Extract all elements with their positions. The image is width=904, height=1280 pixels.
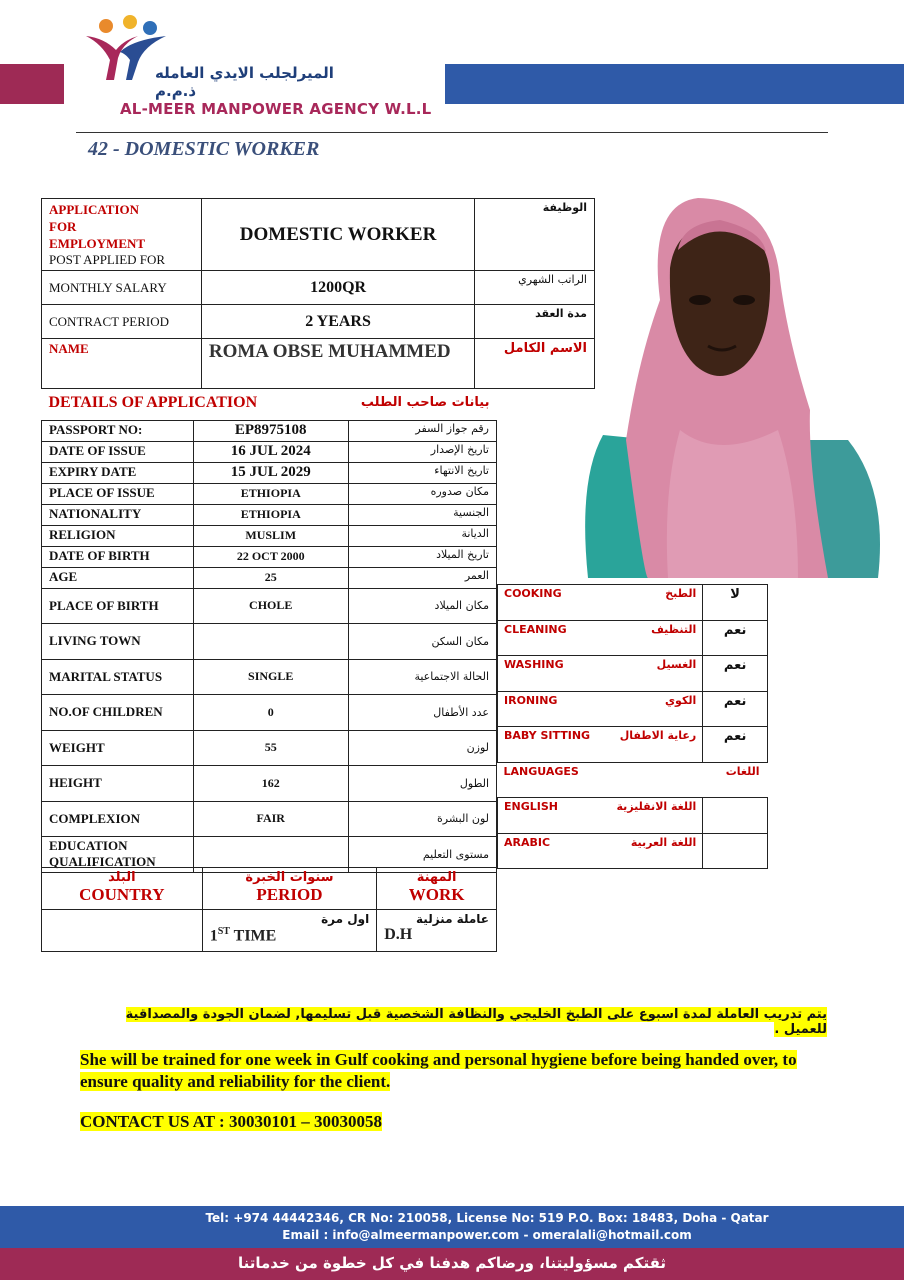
application-for-employment-label: APPLICATION FOR EMPLOYMENT (49, 202, 146, 251)
skill-label-arabic: رعاية الاطفال (619, 729, 697, 742)
table-row (498, 691, 768, 727)
contract-label: CONTRACT PERIOD (42, 305, 202, 339)
row-value (193, 624, 348, 660)
language-label-arabic: اللغة العربية (630, 835, 697, 849)
row-label-arabic: الحالة الاجتماعية (348, 659, 496, 695)
table-row (42, 730, 497, 766)
language-label: ENGLISH (504, 800, 558, 813)
languages-label-arabic: اللغات (725, 764, 760, 778)
row-label-arabic: لوزن (348, 730, 496, 766)
row-value: 0 (193, 695, 348, 731)
post-value: DOMESTIC WORKER (201, 199, 474, 271)
row-label: NO.OF CHILDREN (42, 695, 194, 731)
skills-table (497, 584, 768, 869)
row-label-arabic: لون البشرة (348, 801, 496, 837)
row-label: NATIONALITY (42, 504, 194, 525)
row-label-arabic: مكان صدوره (348, 483, 496, 504)
training-note-english: She will be trained for one week in Gulf cooking and personal hygiene before being handed over, to ensure quality and reliability for the client. (80, 1050, 797, 1091)
language-cell (498, 798, 703, 834)
row-label-arabic: العمر (348, 567, 496, 588)
application-summary-table (41, 198, 595, 389)
row-value: 15 JUL 2029 (193, 462, 348, 483)
skill-cell (498, 727, 703, 763)
skill-answer: نعم (703, 620, 768, 656)
language-label: ARABIC (504, 835, 551, 849)
table-row (42, 504, 497, 525)
work-header-english: WORK (408, 885, 465, 904)
table-row (498, 798, 768, 834)
table-row (42, 695, 497, 731)
row-label: WEIGHT (42, 730, 194, 766)
row-label: DATE OF BIRTH (42, 546, 194, 567)
row-label-arabic: تاريخ الانتهاء (348, 462, 496, 483)
skill-answer: نعم (703, 727, 768, 763)
footer-slogan-bar: ثقتكم مسؤوليتنا، ورضاكم هدفنا في كل خطوة من خدماتنا (0, 1248, 904, 1280)
skill-cell (498, 691, 703, 727)
table-row (42, 910, 497, 952)
table-row (42, 801, 497, 837)
skill-label: CLEANING (504, 622, 567, 636)
skill-label: WASHING (504, 658, 564, 671)
row-value: 16 JUL 2024 (193, 441, 348, 462)
work-header-arabic: المهنة (416, 870, 457, 885)
table-row (42, 525, 497, 546)
skill-cell (498, 656, 703, 692)
table-row (498, 585, 768, 621)
row-label: PASSPORT NO: (42, 420, 194, 441)
document-title: 42 - DOMESTIC WORKER (88, 138, 320, 160)
row-label-arabic: عدد الأطفال (348, 695, 496, 731)
row-label: HEIGHT (42, 766, 194, 802)
row-label: LIVING TOWN (42, 624, 194, 660)
salary-label: MONTHLY SALARY (42, 271, 202, 305)
footer-address-line: Tel: +974 44442346, CR No: 210058, License No: 519 P.O. Box: 18483, Doha - Qatar (205, 1211, 769, 1225)
row-value: CHOLE (193, 588, 348, 624)
table-row (42, 462, 497, 483)
skill-label-arabic: الطبخ (665, 587, 697, 600)
row-label: EXPIRY DATE (42, 462, 194, 483)
row-label-arabic: مكان الميلاد (348, 588, 496, 624)
skill-label-arabic: الغسيل (656, 658, 697, 671)
row-value: 55 (193, 730, 348, 766)
applicant-details-table (41, 386, 497, 873)
skill-label: BABY SITTING (504, 729, 591, 742)
experience-period-number: 1 (209, 927, 218, 945)
table-row (498, 762, 768, 798)
experience-period-arabic: اول مرة (321, 912, 370, 926)
table-row (42, 588, 497, 624)
experience-work (377, 910, 497, 952)
experience-work-arabic: عاملة منزلية (416, 912, 489, 926)
company-name-arabic: الميرلجلب الايدي العامله ذ.م.م (155, 64, 334, 100)
language-label-arabic: اللغة الانقليزية (616, 800, 697, 813)
country-header (42, 868, 203, 910)
row-label-arabic: الديانة (348, 525, 496, 546)
post-label-arabic: الوظيفة (475, 199, 595, 271)
row-label: AGE (42, 567, 194, 588)
experience-period-word: TIME (233, 927, 277, 945)
row-label-arabic: تاريخ الإصدار (348, 441, 496, 462)
language-cell (498, 833, 703, 869)
applicant-portrait-icon (548, 190, 902, 578)
salary-value: 1200QR (201, 271, 474, 305)
table-row (42, 624, 497, 660)
footer-contact-bar (0, 1206, 904, 1248)
skill-cell (498, 585, 703, 621)
skill-label-arabic: التنظيف (651, 622, 697, 636)
row-label: PLACE OF BIRTH (42, 588, 194, 624)
skill-cell (498, 620, 703, 656)
contract-label-arabic: مدة العقد (475, 305, 595, 339)
details-header-arabic: بيانات صاحب الطلب (348, 386, 496, 420)
table-row (42, 546, 497, 567)
applicant-photo (548, 190, 902, 578)
row-label-arabic: تاريخ الميلاد (348, 546, 496, 567)
experience-period-suffix: ST (217, 926, 230, 937)
row-label-arabic: رقم جواز السفر (348, 420, 496, 441)
experience-period (202, 910, 377, 952)
row-label: EDUCATION QUALIFICATION (42, 837, 194, 873)
details-header-english: DETAILS OF APPLICATION (48, 393, 258, 411)
experience-country (42, 910, 203, 952)
row-value: 22 OCT 2000 (193, 546, 348, 567)
row-label-arabic: مستوى التعليم (348, 837, 496, 873)
post-label-cell (42, 199, 202, 271)
country-header-english: COUNTRY (79, 885, 165, 904)
row-value: SINGLE (193, 659, 348, 695)
period-header-arabic: سنوات الخبرة (245, 870, 334, 885)
table-row (498, 656, 768, 692)
table-row (42, 483, 497, 504)
row-value: 162 (193, 766, 348, 802)
name-value: ROMA OBSE MUHAMMED (201, 339, 474, 389)
table-row (498, 727, 768, 763)
details-header-cell (42, 386, 349, 420)
row-label: COMPLEXION (42, 801, 194, 837)
table-row (498, 833, 768, 869)
row-label-arabic: الجنسية (348, 504, 496, 525)
period-header (202, 868, 377, 910)
table-row (42, 659, 497, 695)
languages-header-cell (498, 762, 768, 798)
table-row (42, 567, 497, 588)
country-header-arabic: البلد (108, 870, 136, 885)
post-applied-label: POST APPLIED FOR (49, 252, 166, 267)
languages-label: LANGUAGES (503, 764, 579, 778)
skill-answer: نعم (703, 691, 768, 727)
name-label-arabic: الاسم الكامل (475, 339, 595, 389)
row-label: MARITAL STATUS (42, 659, 194, 695)
table-row (42, 868, 497, 910)
work-header (377, 868, 497, 910)
skill-label: IRONING (504, 693, 558, 707)
row-label: DATE OF ISSUE (42, 441, 194, 462)
header-divider (76, 132, 828, 133)
row-label-arabic: مكان السكن (348, 624, 496, 660)
row-label-arabic: الطول (348, 766, 496, 802)
language-answer (703, 798, 768, 834)
contract-value: 2 YEARS (201, 305, 474, 339)
header-accent-bar-right (445, 64, 904, 104)
skill-label-arabic: الكوي (664, 693, 697, 707)
experience-table (41, 867, 497, 952)
skill-answer: نعم (703, 656, 768, 692)
name-label: NAME (42, 339, 202, 389)
training-note-arabic: يتم تدريب العاملة لمدة اسبوع على الطبخ الخليجي والنظافة الشخصية قبل تسليمها, لضمان الجودة والمصداقية للعميل . (125, 1007, 827, 1037)
table-row (42, 441, 497, 462)
row-value: EP8975108 (193, 420, 348, 441)
company-name-english: AL-MEER MANPOWER AGENCY W.L.L (120, 100, 432, 118)
salary-label-arabic: الراتب الشهري (475, 271, 595, 305)
row-value: MUSLIM (193, 525, 348, 546)
skill-label: COOKING (504, 587, 562, 600)
row-value: 25 (193, 567, 348, 588)
row-value: FAIR (193, 801, 348, 837)
row-label: PLACE OF ISSUE (42, 483, 194, 504)
skill-answer: لا (703, 585, 768, 621)
row-value: ETHIOPIA (193, 504, 348, 525)
experience-work-english: D.H (384, 926, 413, 943)
language-answer (703, 833, 768, 869)
row-value: ETHIOPIA (193, 483, 348, 504)
table-row (42, 420, 497, 441)
contact-numbers: CONTACT US AT : 30030101 – 30030058 (80, 1112, 382, 1131)
table-row (42, 766, 497, 802)
row-label: RELIGION (42, 525, 194, 546)
period-header-english: PERIOD (256, 885, 323, 904)
footer-email-line: Email : info@almeermanpower.com - omeralali@hotmail.com (282, 1228, 692, 1242)
header-accent-bar-left (0, 64, 64, 104)
table-row (498, 620, 768, 656)
